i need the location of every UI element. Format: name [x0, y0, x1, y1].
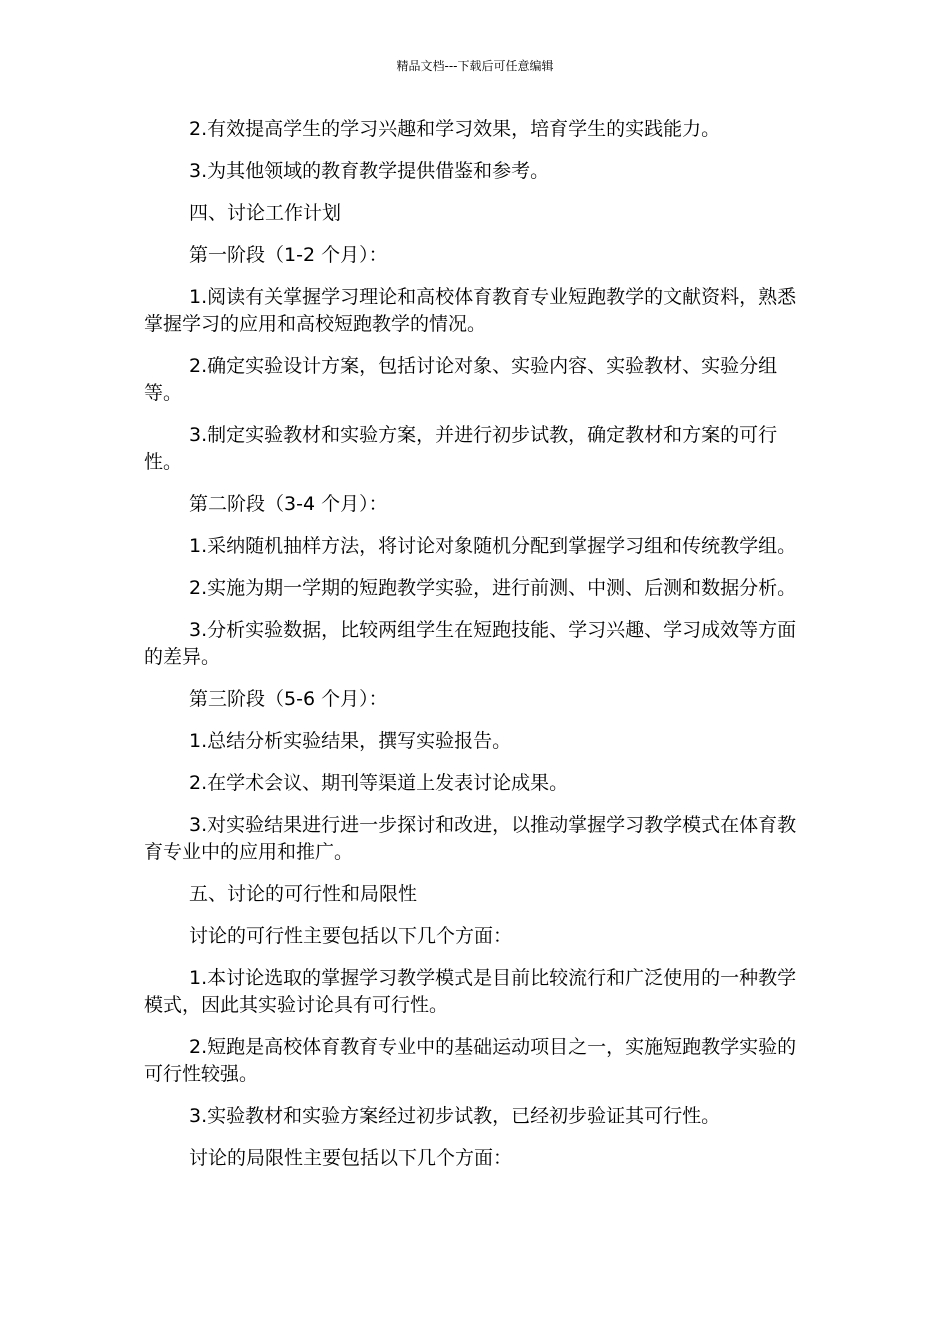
stage-heading: 第三阶段（5-6 个月）：: [189, 688, 388, 710]
section-heading: 五、讨论的可行性和局限性: [189, 883, 418, 905]
paragraph: 2.确定实验设计方案，包括讨论对象、实验内容、实验教材、实验分组等。: [144, 355, 778, 404]
page-header: 精品文档---下载后可任意编辑: [396, 59, 554, 73]
paragraph: 3.制定实验教材和实验方案，并进行初步试教，确定教材和方案的可行性。: [144, 424, 778, 473]
paragraph: 1.阅读有关掌握学习理论和高校体育教育专业短跑教学的文献资料，熟悉掌握学习的应用和高校短跑教学的情况。: [144, 286, 797, 335]
stage-heading: 第一阶段（1-2 个月）：: [189, 244, 388, 266]
paragraph: 3.实验教材和实验方案经过初步试教，已经初步验证其可行性。: [189, 1105, 721, 1127]
paragraph: 1.本讨论选取的掌握学习教学模式是目前比较流行和广泛使用的一种教学模式，因此其实验讨论具有可行性。: [144, 967, 797, 1016]
paragraph: 讨论的可行性主要包括以下几个方面：: [189, 925, 513, 947]
paragraph: 2.实施为期一学期的短跑教学实验，进行前测、中测、后测和数据分析。: [189, 577, 797, 599]
paragraph: 3.为其他领域的教育教学提供借鉴和参考。: [189, 160, 550, 182]
paragraph: 讨论的局限性主要包括以下几个方面：: [189, 1147, 513, 1169]
paragraph: 3.对实验结果进行进一步探讨和改进，以推动掌握学习教学模式在体育教育专业中的应用和推广。: [144, 814, 797, 863]
paragraph: 1.采纳随机抽样方法，将讨论对象随机分配到掌握学习组和传统教学组。: [189, 535, 797, 557]
paragraph: 2.在学术会议、期刊等渠道上发表讨论成果。: [189, 772, 569, 794]
paragraph: 3.分析实验数据，比较两组学生在短跑技能、学习兴趣、学习成效等方面的差异。: [144, 619, 797, 668]
paragraph: 2.短跑是高校体育教育专业中的基础运动项目之一，实施短跑教学实验的可行性较强。: [144, 1036, 797, 1085]
stage-heading: 第二阶段（3-4 个月）：: [189, 493, 388, 515]
section-heading: 四、讨论工作计划: [189, 202, 342, 224]
paragraph: 1.总结分析实验结果，撰写实验报告。: [189, 730, 512, 752]
document-body: [144, 116, 804, 1187]
paragraph: 2.有效提高学生的学习兴趣和学习效果，培育学生的实践能力。: [189, 118, 721, 140]
